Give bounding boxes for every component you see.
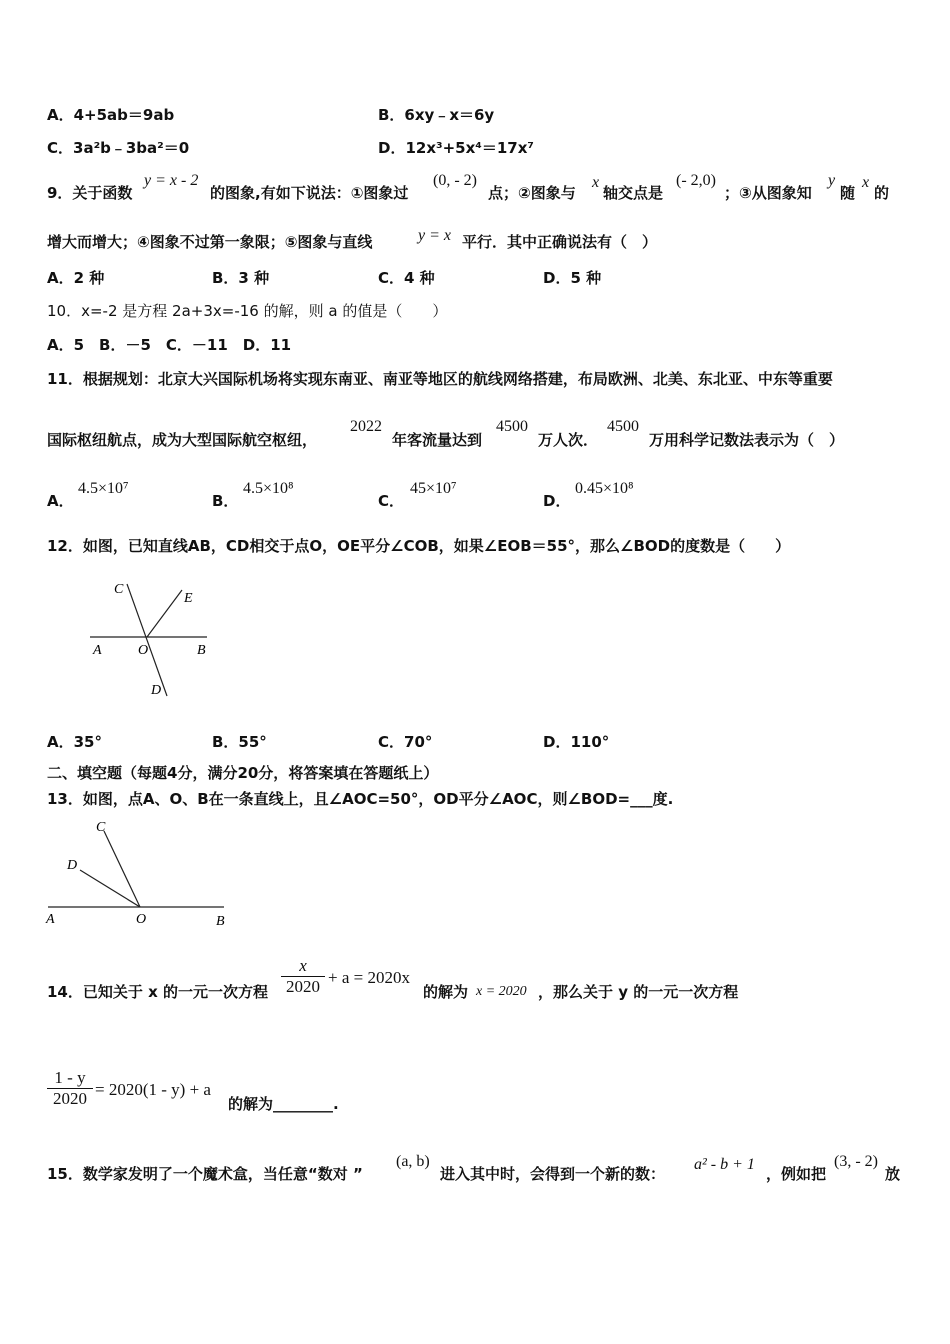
q11-option-d-label: D． [543,492,571,510]
q12-label-c: C [114,582,124,597]
q13-figure [42,815,232,927]
q13-label-d: D [67,858,78,873]
q11-option-a-label: A． [47,492,74,510]
q12-ray-oe [147,590,182,637]
q9-prompt-5: ；③从图象知 [724,184,812,202]
q9-prompt-1: 9．关于函数 [47,184,133,202]
q14-math-eq2: = 2020(1 - y) + a [95,1080,211,1099]
q11-math-count: 4500 [496,418,528,435]
q11-option-a-value: 4.5×10⁷ [78,480,129,497]
q8-option-c: C．3a²b﹣3ba²＝0 [47,139,190,157]
q10-question: 10．x=-2 是方程 2a+3x=-16 的解，则 a 的值是（ ） [47,302,448,320]
q11-option-b-label: B． [212,492,239,510]
q11-prompt-1: 国际枢纽航点，成为大型国际航空枢纽， [47,431,318,449]
q9-option-c: C．4 种 [378,269,435,287]
q9-line2b: 平行．其中正确说法有（ ） [462,233,658,251]
q12-label-a: A [93,643,102,658]
q12-option-d: D．110° [543,733,610,751]
q8-option-a: A．4+5ab＝9ab [47,106,175,124]
q14-fraction-1-den: 2020 [286,977,320,996]
q9-math-x1: x [592,174,600,191]
q12-line-cd [127,584,167,696]
q11-prompt-3: 万人次． [538,431,599,449]
q10-options: A．5 B．－5 C．－11 D．11 [47,336,292,354]
q15-math-expression: a² - b + 1 [694,1156,755,1173]
q11-prompt-2: 年客流量达到 [392,431,483,449]
q12-option-a: A．35° [47,733,102,751]
q9-math-intercept: (- 2,0) [676,172,716,189]
q14-prompt-2: 的解为 [423,983,469,1001]
q9-math-x2: x [862,174,870,191]
q9-option-d: D．5 种 [543,269,602,287]
q11-math-year: 2022 [350,418,382,435]
q11-option-c-label: C． [378,492,405,510]
q9-option-b: B．3 种 [212,269,270,287]
q9-prompt-4: 轴交点是 [603,184,664,202]
q13-label-b: B [216,914,225,927]
q13-label-o: O [136,912,147,927]
q14-fraction-1 [281,956,325,997]
q12-label-d: D [151,683,162,698]
q11-line1: 11．根据规划：北京大兴国际机场将实现东南亚、南亚等地区的航线网络搭建，布局欧洲、北美、东北亚、中东等重要 [47,370,833,388]
q9-math-line: y = x [418,227,451,244]
q13-question: 13．如图，点A、O、B在一条直线上，且∠AOC=50°，OD平分∠AOC，则∠BOD=___度. [47,790,674,808]
section-2-heading: 二、填空题（每题4分，满分20分，将答案填在答题纸上） [47,764,439,782]
q14-fraction-2 [47,1068,93,1109]
q8-option-b: B．6xy﹣x＝6y [378,106,495,124]
q9-prompt-3: 点；②图象与 [488,184,576,202]
q14-math-eq1: + a = 2020x [328,968,410,987]
q11-prompt-4: 万用科学记数法表示为（ ） [649,431,845,449]
q14-fraction-2-den: 2020 [53,1089,87,1108]
q12-label-e: E [184,591,193,606]
q12-option-b: B．55° [212,733,267,751]
q13-label-a: A [46,912,55,927]
q12-option-c: C．70° [378,733,433,751]
q15-math-example: (3, - 2) [834,1153,878,1170]
q9-prompt-7: 的 [874,184,890,202]
q15-prompt-2: 进入其中时，会得到一个新的数： [440,1165,666,1183]
q15-prompt-1: 15．数学家发明了一个魔术盒，当任意“数对 ” [47,1165,363,1183]
q14-prompt-3: ，那么关于 y 的一元一次方程 [538,983,739,1001]
q8-option-d: D．12x³+5x⁴＝17x⁷ [378,139,534,157]
q14-prompt-1: 14．已知关于 x 的一元一次方程 [47,983,268,1001]
q11-option-b-value: 4.5×10⁸ [243,480,294,497]
q9-math-point: (0, - 2) [433,172,477,189]
q14-math-solution: x = 2020 [476,984,527,999]
q12-question: 12．如图，已知直线AB，CD相交于点O，OE平分∠COB，如果∠EOB＝55°，那么∠BOD的度数是（ ） [47,537,791,555]
q12-label-b: B [197,643,206,658]
q13-label-c: C [96,820,106,835]
q11-option-d-value: 0.45×10⁸ [575,480,634,497]
q15-prompt-4: 放 [885,1165,901,1183]
q9-math-function: y = x - 2 [144,172,199,189]
q9-math-y: y [828,172,836,189]
q11-option-c-value: 45×10⁷ [410,480,457,497]
q12-figure [85,572,215,702]
q14-fraction-1-num: x [299,956,307,975]
q9-option-a: A．2 种 [47,269,105,287]
q9-line2a: 增大而增大；④图象不过第一象限；⑤图象与直线 [47,233,373,251]
q15-prompt-3: ，例如把 [766,1165,827,1183]
q14-prompt-4: 的解为________. [228,1095,339,1113]
q9-prompt-2: 的图象,有如下说法：①图象过 [210,184,409,202]
q12-label-o: O [138,643,149,658]
q14-fraction-2-num: 1 - y [54,1068,86,1087]
q9-prompt-6: 随 [840,184,856,202]
q15-math-pair: (a, b) [396,1153,430,1170]
q11-math-count2: 4500 [607,418,639,435]
